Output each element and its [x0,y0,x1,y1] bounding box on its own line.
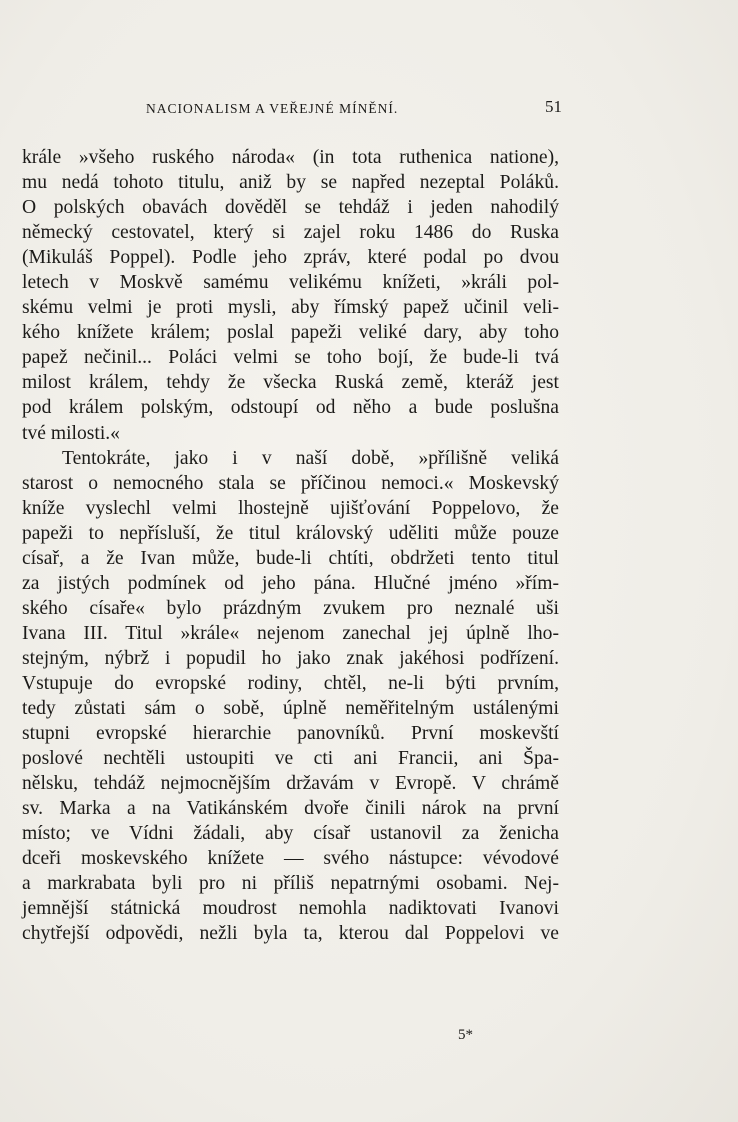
text-line: skému velmi je proti mysli, aby římský papež učinil veli- [22,297,559,319]
text-line: jemnější státnická moudrost nemohla nadiktovati Ivanovi [22,898,559,920]
text-line: Vstupuje do evropské rodiny, chtěl, ne-li býti prvním, [22,672,559,694]
paragraph [22,446,559,947]
page-number: 51 [545,97,562,116]
text-line: za jistých podmínek od jeho pána. Hlučné jméno »řím- [22,572,559,594]
text-line: místo; ve Vídni žádali, aby císař ustanovil za ženicha [22,823,559,845]
text-line: kého knížete králem; poslal papeži veliké dary, aby toho [22,322,559,344]
signature-mark: 5* [458,1027,473,1043]
text-line: tvé milosti.« [22,422,120,444]
text-line: dceři moskevského knížete — svého nástupce: vévodové [22,848,559,870]
text-line: nělsku, tehdáž nejmocnějším državám v Evropě. V chrámě [22,773,559,795]
text-line: starost o nemocného stala se příčinou nemoci.« Moskevský [22,472,559,494]
text-line: císař, a že Ivan může, bude-li chtíti, obdržeti tento titul [22,547,559,569]
text-line: Tentokráte, jako i v naší době, »přílišně veliká [62,447,559,469]
text-line: stupni evropské hierarchie panovníků. První moskevští [22,723,559,745]
text-line: ského císaře« bylo prázdným zvukem pro neznalé uši [22,597,559,619]
text-line: letech v Moskvě samému velikému knížeti, »králi pol- [22,272,559,294]
running-title: NACIONALISM A VEŘEJNÉ MÍNĚNÍ. [146,101,399,116]
text-line: chytřejší odpovědi, nežli byla ta, kterou dal Poppelovi ve [22,923,559,945]
text-line: pod králem polským, odstoupí od něho a bude poslušna [22,397,559,419]
running-head [22,97,562,121]
text-line: mu nedá tohoto titulu, aniž by se napřed nezeptal Poláků. [22,172,559,194]
text-line: milost králem, tehdy že všecka Ruská země, kteráž jest [22,372,559,394]
text-line: krále »všeho ruského národa« (in tota ruthenica natione), [22,147,559,168]
text-line: Ivana III. Titul »krále« nejenom zanechal jej úplně lho- [22,622,559,644]
text-line: O polských obavách dověděl se tehdáž i jeden nahodilý [22,197,559,219]
paragraph [22,145,559,446]
text-line: poslové nechtěli ustoupiti ve cti ani Francii, ani Špa- [22,748,559,770]
text-line: papež nečinil... Poláci velmi se toho bojí, že bude-li tvá [22,347,559,369]
text-line: a markrabata byli pro ni příliš nepatrnými osobami. Nej- [22,873,559,895]
body-text [22,145,559,947]
text-line: tedy zůstati sám o sobě, úplně neměřitelným ustálenými [22,698,559,720]
text-line: (Mikuláš Poppel). Podle jeho zpráv, které podal po dvou [22,247,559,269]
text-line: stejným, nýbrž i popudil ho jako znak jakéhosi podřízení. [22,647,559,669]
text-line: sv. Marka a na Vatikánském dvoře činili nárok na první [22,798,559,820]
text-line: papeži to nepřísluší, že titul královský uděliti může pouze [22,522,559,544]
text-line: kníže vyslechl velmi lhostejně ujišťování Poppelovo, že [22,497,559,519]
text-line: německý cestovatel, který si zajel roku 1486 do Ruska [22,222,559,244]
